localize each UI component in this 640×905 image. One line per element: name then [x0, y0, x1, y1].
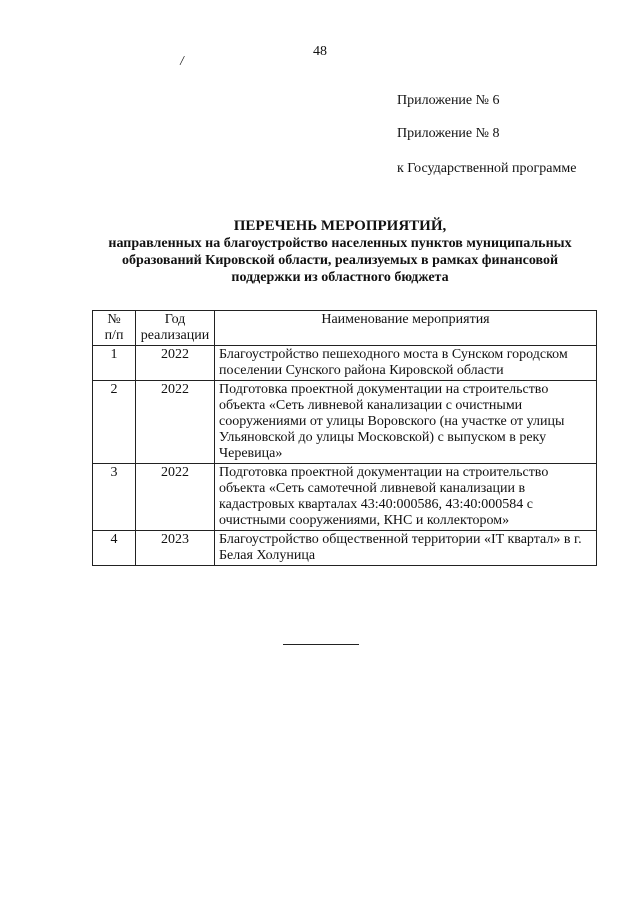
table-row — [93, 464, 597, 531]
row-name: Благоустройство общественной территории «IT квартал» в г. Белая Холуница — [215, 531, 597, 566]
row-num: 1 — [93, 346, 136, 381]
row-year: 2022 — [136, 346, 215, 381]
row-name: Благоустройство пешеходного моста в Сунском городском поселении Сунского района Кировской области — [215, 346, 597, 381]
title-line-1: направленных на благоустройство населенных пунктов муниципальных — [108, 236, 572, 251]
closing-divider-line — [283, 644, 359, 645]
row-year: 2022 — [136, 464, 215, 531]
header-name: Наименование мероприятия — [215, 311, 597, 346]
appendix-line-2: Приложение № 8 — [397, 126, 500, 141]
header-num-line-2: п/п — [104, 328, 124, 343]
title-line-2: образований Кировской области, реализуемых в рамках финансовой — [121, 253, 559, 268]
row-num: 4 — [93, 531, 136, 566]
header-year-line-1: Год — [164, 312, 186, 327]
table-row — [93, 531, 597, 566]
row-num: 3 — [93, 464, 136, 531]
header-num-line-1: № — [107, 312, 121, 327]
header-year-line-2: реализации — [140, 328, 210, 343]
row-name: Подготовка проектной документации на строительство объекта «Сеть самотечной ливневой канализации в кадастровых кварталах 43:40:000586, 43:40:000584 с очистными сооружениями, КНС и коллектором» — [215, 464, 597, 531]
document-title — [60, 218, 620, 286]
appendix-line-3: к Государственной программе — [397, 161, 577, 176]
stray-pen-mark: / — [179, 53, 185, 70]
measures-table — [92, 310, 597, 566]
header-year — [136, 311, 215, 346]
table-row — [93, 346, 597, 381]
table-row — [93, 381, 597, 464]
row-year: 2023 — [136, 531, 215, 566]
title-line-3: поддержки из областного бюджета — [231, 270, 449, 285]
page-number: 48 — [313, 44, 327, 59]
row-name: Подготовка проектной документации на строительство объекта «Сеть ливневой канализации с очистными сооружениями от улицы Воровского (на участке от улицы Ульяновской до улицы Московской) с выпуском в реку Черевица» — [215, 381, 597, 464]
title-main: ПЕРЕЧЕНЬ МЕРОПРИЯТИЙ, — [233, 218, 447, 234]
appendix-line-1: Приложение № 6 — [397, 93, 500, 108]
row-num: 2 — [93, 381, 136, 464]
table-header-row — [93, 311, 597, 346]
row-year: 2022 — [136, 381, 215, 464]
header-num — [93, 311, 136, 346]
